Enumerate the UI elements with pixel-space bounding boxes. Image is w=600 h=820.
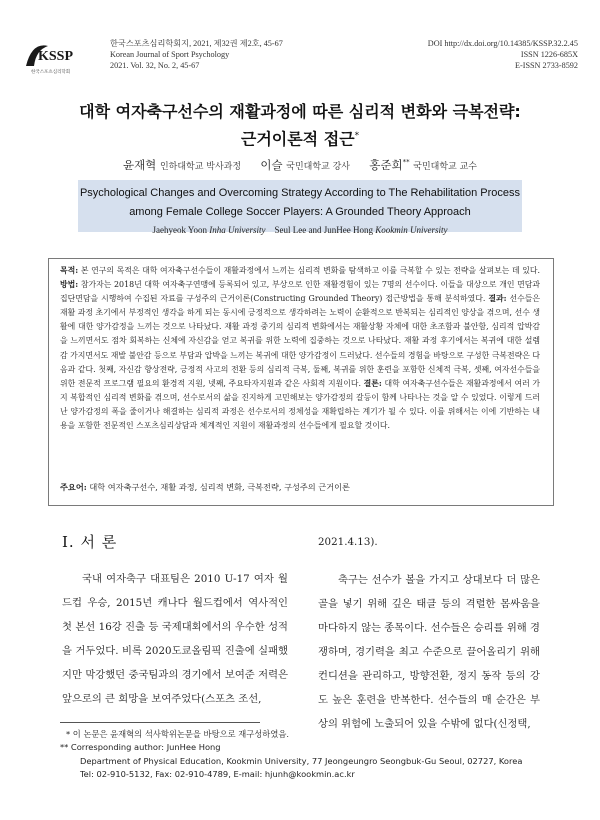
author-2-affiliation: 국민대학교 강사 <box>286 162 350 172</box>
section-heading: Ⅰ. 서 론 <box>62 533 118 551</box>
authors-ko <box>0 157 600 173</box>
eissn: E-ISSN 2733-8592 <box>515 61 578 70</box>
keywords-text: 대학 여자축구선수, 재활 과정, 심리적 변화, 극복전략, 구성주의 근거이론 <box>86 482 350 492</box>
author-en-1: Jaehyeok Yoon <box>152 225 208 235</box>
body-column-left <box>62 567 288 711</box>
author-1-affiliation: 인하대학교 박사과정 <box>159 162 242 172</box>
footnote-2: ** Corresponding author: JunHee Hong <box>60 742 221 753</box>
abstract-purpose-label: 목적: <box>60 266 79 275</box>
title-en-line1: Psychological Changes and Overcoming Strategy According to The Rehabilitation Process <box>79 187 521 199</box>
footnote-address: Department of Physical Education, Kookmin University, 77 Jeongeungro Seongbuk-Gu Seoul, 02727, Korea <box>80 755 523 766</box>
body-paragraph: 축구는 선수가 볼을 가지고 상대보다 더 많은 골을 넣기 위해 깊은 태클 등의 격렬한 몸싸움을 마다하지 않는 종목이다. 선수들은 승리를 위해 경쟁하며, 경기력을 최고 수준으로 끌어올리기 위해 컨디션을 관리하고, 방향전환, 정지 동작 등의 강도 높은 훈련을 반복한다. 선수들의 매 순간은 부상의 위험에 노출되어 있을 수밖에 없다(신정택, <box>318 574 540 730</box>
issn: ISSN 1226-685X <box>520 50 578 59</box>
kssp-logo-icon <box>22 36 82 76</box>
abstract-method: 참가자는 2018년 대학 여자축구연맹에 등록되어 있고, 부상으로 인한 재활경험이 있는 7명의 선수이다. 이들을 대상으로 개인 면담과 집단면담을 시행하여 수집된 자료를 구성주의 근거이론(Constructing Grounded Theory) 접근방법을 통해 분석하였다. <box>60 280 540 304</box>
abstract-method-label: 방법: <box>60 280 79 290</box>
abstract-conclusion: 대학 여자축구선수들은 재활과정에서 여러 가지 복합적인 심리적 변화를 겪으며, 선수로서의 삶을 진지하게 고민해보는 양가감정의 갈등이 함께 나타나는 것을 알 수 있었다. 이렇게 드러난 양가감정의 폭을 줄이거나 해결하는 심리적 과정은 선수로서의 정체성을 재확립하는 계기가 될 수 있다. 이를 위해서는 이에 기반하는 내용을 포함한 전문적인 스포츠심리상담과 체계적인 지원이 재활과정의 선수들에게 필요할 것이다. <box>60 378 540 431</box>
author-en-2-affiliation: Kookmin University <box>375 225 448 235</box>
authors-en <box>60 225 540 235</box>
footnote-divider <box>60 722 260 723</box>
abstract-purpose: 본 연구의 목적은 대학 여자축구선수들이 재활과정에서 느끼는 심리적 변화를 탐색하고 이를 극복할 수 있는 전략을 살펴보는 데 있다. <box>78 266 540 275</box>
body-column-right <box>318 530 540 736</box>
keywords <box>60 482 540 493</box>
logo-subtext: 한국스포츠심리학회 <box>31 70 71 75</box>
abstract <box>60 264 540 433</box>
footnotes <box>60 728 540 782</box>
author-2-name: 이슬 <box>260 158 283 172</box>
abstract-result: 선수들은 재활 과정 초기에서 부정적인 생각을 하게 되는 동시에 긍정적으로 생각하려는 노력이 순환적으로 반복되는 심리적인 양상을 겪으며, 선수 생활에 대한 양가감정을 느끼는 것으로 나타났다. 재활 과정 중기의 심리적 변화에서는 재활상황 자체에 대한 초조함과 불안함, 심리적 압박감을 느끼면서도 점차 회복하는 신체에 자신감을 얻고 복귀를 위한 노력에 집중하는 것으로 나타났다. 재활 과정 후기에서는 복귀에 대한 설렘감 가지면서도 재발 불안감 등으로 부담과 압박을 느끼는 복귀에 대한 양가감정이 드러났다. 선수들의 경험을 바탕으로 구성한 극복전략은 다음과 같다. 첫째, 자신감 향상전략, 긍정적 사고의 전환 등의 심리적 극복, 둘째, 복귀를 위한 훈련을 포함한 신체적 극복, 셋째, 여자선수들을 위한 전문적 프로그램 필요의 환경적 지원, 넷째, 주요타자지원과 같은 사회적 지원이다. <box>60 294 540 388</box>
abstract-conclusion-label: 결론: <box>363 378 382 388</box>
title-en-line2: among Female College Soccer Players: A Grounded Theory Approach <box>129 206 471 218</box>
footnote-1: * 이 논문은 윤재혁의 석사학위논문을 바탕으로 재구성하였음. <box>66 729 289 739</box>
logo-text: KSSP <box>38 49 74 64</box>
journal-info <box>110 38 283 71</box>
paper-title-ko <box>0 100 600 151</box>
author-3-mark: ** <box>402 158 410 167</box>
author-en-1-affiliation: Inha University <box>209 225 266 235</box>
doi-link[interactable]: DOI http://dx.doi.org/10.14385/KSSP.32.2.45 <box>427 39 578 48</box>
body-paragraph: 국내 여자축구 대표팀은 2010 U-17 여자 월드컵 우승, 2015년 캐나다 월드컵에서 역사적인 첫 본선 16강 진출 등 국제대회에서의 우수한 성적을 거두었다. 비록 2020도쿄올림픽 진출에 실패했지만 막강했던 중국팀과의 경기에서 보여준 저력은 앞으로의 큰 희망을 보여주었다(스포츠 조선, <box>62 573 288 705</box>
body-paragraph-continued: 2021.4.13). <box>318 536 378 548</box>
title-ko-line1: 대학 여자축구선수의 재활과정에 따른 심리적 변화와 극복전략: <box>79 102 521 121</box>
author-en-2: Seul Lee and JunHee Hong <box>274 225 373 235</box>
journal-en: Korean Journal of Sport Psychology <box>110 50 230 59</box>
keywords-label: 주요어: <box>60 482 87 492</box>
author-3-name: 홍준희 <box>369 158 403 172</box>
journal-logo <box>22 36 72 74</box>
abstract-result-label: 결과: <box>488 294 507 304</box>
identifiers <box>428 38 578 71</box>
author-3-affiliation: 국민대학교 교수 <box>413 162 478 172</box>
paper-title-en <box>60 184 540 222</box>
footnote-contact: Tel: 02-910-5132, Fax: 02-910-4789, E-mail: hjunh@kookmin.ac.kr <box>80 769 355 780</box>
title-footnote-mark: * <box>354 131 360 141</box>
journal-volume: 2021. Vol. 32, No. 2, 45-67 <box>110 61 200 70</box>
title-ko-line2: 근거이론적 접근 <box>240 129 355 149</box>
journal-ko: 한국스포츠심리학회지, 2021, 제32권 제2호, 45-67 <box>110 39 283 48</box>
author-1-name: 윤재혁 <box>122 158 157 172</box>
